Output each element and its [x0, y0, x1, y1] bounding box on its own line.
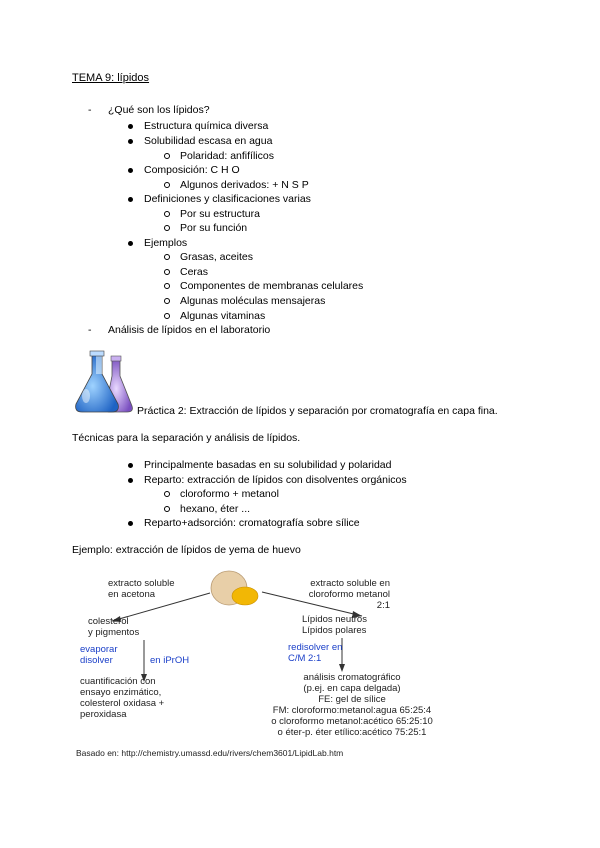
right-top-label: extracto soluble en cloroformo metanol 2:1 — [308, 578, 390, 611]
bullet-icon — [128, 521, 133, 526]
list-item: Reparto: extracción de lípidos con disolventes orgánicos — [144, 474, 407, 486]
practica-text: Práctica 2: Extracción de lípidos y separación por cromatografía en capa fina. — [137, 405, 498, 417]
right-blue-label: redisolver en C/M 2:1 — [288, 642, 343, 664]
dash-marker: - — [88, 324, 92, 336]
list-item: Polaridad: anfifílicos — [180, 150, 274, 162]
egg-yolk-icon — [232, 587, 258, 605]
circle-bullet-icon — [164, 283, 170, 289]
circle-bullet-icon — [164, 225, 170, 231]
list-item: Ejemplos — [144, 237, 187, 249]
bullet-icon — [128, 241, 133, 246]
circle-bullet-icon — [164, 254, 170, 260]
list-item: Algunas moléculas mensajeras — [180, 295, 325, 307]
outline-question-2-text: Análisis de lípidos en el laboratorio — [108, 324, 271, 336]
circle-bullet-icon — [164, 153, 170, 159]
list-item: Componentes de membranas celulares — [180, 280, 363, 292]
right-bottom-label: análisis cromatográfico (p.ej. en capa delgada) FE: gel de sílice FM: cloroformo:metanol:agua 65:25:4 o cloroformo metanol:acético 65:25:10 o éter-p. éter etílico:acético 75:25:1 — [271, 672, 433, 738]
bullet-icon — [128, 478, 133, 483]
bullet-icon — [128, 197, 133, 202]
circle-bullet-icon — [164, 182, 170, 188]
list-item: Principalmente basadas en su solubilidad y polaridad — [144, 459, 392, 471]
list-item: Por su estructura — [180, 208, 260, 220]
bullet-icon — [128, 139, 133, 144]
lab-flask-icon — [72, 350, 138, 416]
bullet-icon — [128, 124, 133, 129]
left-blue-label: evaporar disolver — [80, 644, 118, 666]
egg-extraction-diagram — [72, 568, 542, 766]
list-item: Estructura química diversa — [144, 120, 268, 132]
list-item: Algunas vitaminas — [180, 310, 265, 322]
circle-bullet-icon — [164, 506, 170, 512]
tecnicas-heading: Técnicas para la separación y análisis de lípidos. — [72, 432, 301, 444]
source-citation: Basado en: http://chemistry.umassd.edu/rivers/chem3601/LipidLab.htm — [76, 748, 344, 758]
list-item: Algunos derivados: + N S P — [180, 179, 309, 191]
left-bottom-label: cuantificación con ensayo enzimático, colesterol oxidasa + peroxidasa — [80, 676, 165, 720]
ejemplo-heading: Ejemplo: extracción de lípidos de yema de huevo — [72, 544, 301, 556]
list-item: Composición: C H O — [144, 164, 240, 176]
circle-bullet-icon — [164, 211, 170, 217]
circle-bullet-icon — [164, 491, 170, 497]
list-item: Ceras — [180, 266, 208, 278]
list-item: Por su función — [180, 222, 247, 234]
dash-marker: - — [88, 104, 92, 116]
list-item: hexano, éter ... — [180, 503, 250, 515]
list-item: Reparto+adsorción: cromatografía sobre sílice — [144, 517, 360, 529]
bullet-icon — [128, 168, 133, 173]
list-item: Definiciones y clasificaciones varias — [144, 193, 311, 205]
outline-question-1 — [88, 104, 210, 116]
list-item: Grasas, aceites — [180, 251, 253, 263]
bullet-icon — [128, 463, 133, 468]
page-title: TEMA 9: lípidos — [72, 72, 150, 84]
outline-question-1-text: ¿Qué son los lípidos? — [108, 104, 210, 116]
circle-bullet-icon — [164, 313, 170, 319]
outline-question-2 — [88, 324, 271, 336]
right-mid-label: Lípidos neutros Lípidos polares — [302, 614, 367, 636]
list-item: cloroformo + metanol — [180, 488, 279, 500]
list-item: Solubilidad escasa en agua — [144, 135, 272, 147]
left-mid-label: colesterol y pigmentos — [88, 616, 140, 638]
circle-bullet-icon — [164, 269, 170, 275]
left-blue-label-2: en iPrOH — [150, 655, 190, 666]
left-top-label: extracto soluble en acetona — [108, 578, 175, 600]
circle-bullet-icon — [164, 298, 170, 304]
